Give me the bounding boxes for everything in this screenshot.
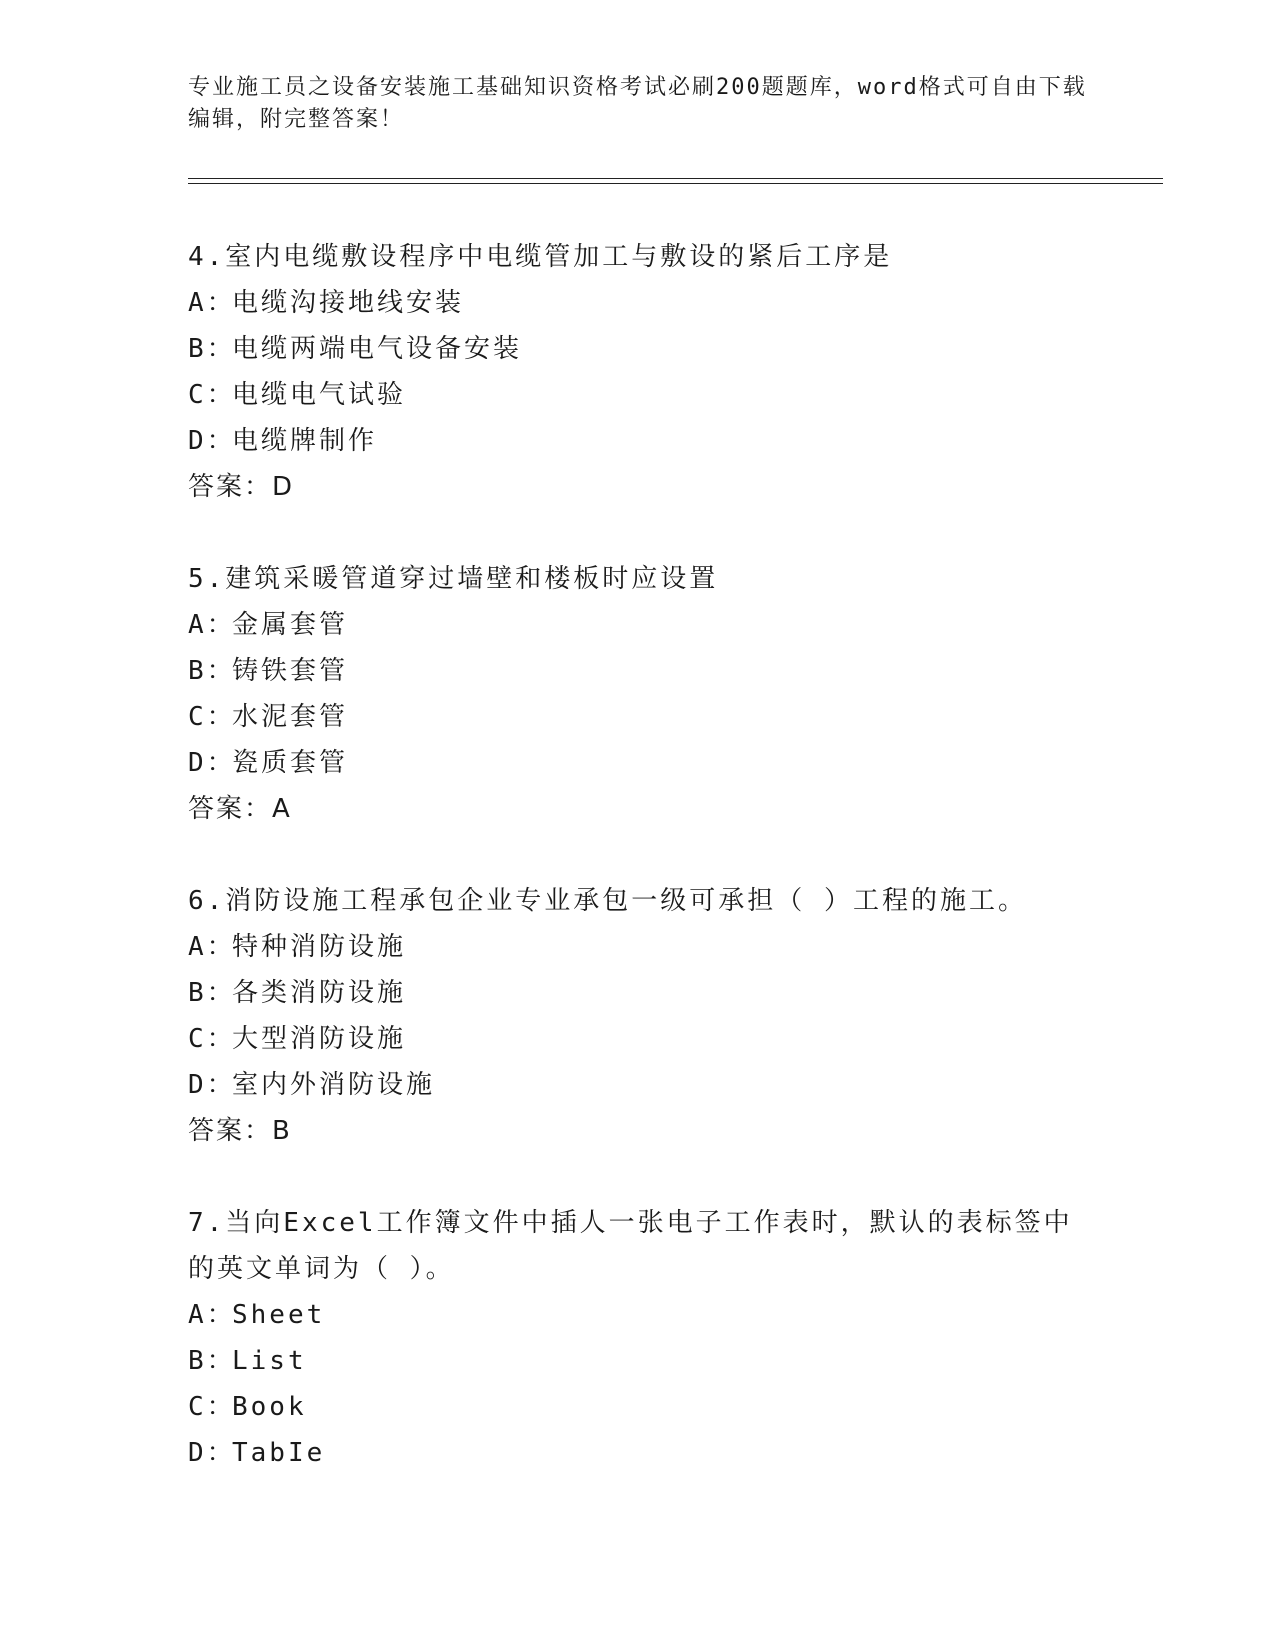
- option-text: 各类消防设施: [232, 978, 407, 1008]
- question-stem: 4.室内电缆敷设程序中电缆管加工与敷设的紧后工序是: [188, 242, 893, 272]
- option-key: C：: [188, 380, 236, 410]
- option-text: 室内外消防设施: [232, 1070, 436, 1100]
- document-header: 专业施工员之设备安装施工基础知识资格考试必刷200题题库，word格式可自由下载编辑，附完整答案！: [188, 75, 1087, 132]
- option-c: [188, 372, 1088, 418]
- question-7: [188, 1200, 1088, 1476]
- answer-line: 答案：A: [188, 794, 292, 824]
- option-key: C：: [188, 1024, 236, 1054]
- option-text: List: [232, 1346, 307, 1376]
- option-key: B：: [188, 656, 236, 686]
- option-d: [188, 418, 1088, 464]
- option-d: [188, 1062, 1088, 1108]
- answer-line: 答案：B: [188, 1116, 292, 1146]
- question-stem: 7.当向Excel工作簿文件中插人一张电子工作表时，默认的表标签中的英文单词为（ ）。: [188, 1208, 1073, 1284]
- option-key: A：: [188, 610, 236, 640]
- option-key: D：: [188, 426, 236, 456]
- option-a: [188, 924, 1088, 970]
- option-c: [188, 694, 1088, 740]
- header-divider-bottom: [188, 183, 1163, 184]
- option-key: C：: [188, 1392, 236, 1422]
- option-key: B：: [188, 978, 236, 1008]
- option-text: 电缆沟接地线安装: [232, 288, 465, 318]
- option-text: 瓷质套管: [232, 748, 349, 778]
- option-key: D：: [188, 1070, 236, 1100]
- option-c: [188, 1384, 1088, 1430]
- option-d: [188, 740, 1088, 786]
- option-key: A：: [188, 932, 236, 962]
- option-text: 水泥套管: [232, 702, 349, 732]
- option-key: B：: [188, 334, 236, 364]
- option-b: [188, 326, 1088, 372]
- option-a: [188, 1292, 1088, 1338]
- option-text: 电缆电气试验: [232, 380, 407, 410]
- option-text: 电缆两端电气设备安装: [232, 334, 523, 364]
- option-c: [188, 1016, 1088, 1062]
- option-key: D：: [188, 1438, 236, 1468]
- option-text: TabIe: [232, 1438, 326, 1468]
- option-b: [188, 970, 1088, 1016]
- option-b: [188, 648, 1088, 694]
- question-stem: 6.消防设施工程承包企业专业承包一级可承担（ ）工程的施工。: [188, 886, 1027, 916]
- question-stem: 5.建筑采暖管道穿过墙壁和楼板时应设置: [188, 564, 719, 594]
- option-key: C：: [188, 702, 236, 732]
- header-divider-top: [188, 178, 1163, 179]
- option-key: A：: [188, 1300, 236, 1330]
- option-text: Book: [232, 1392, 307, 1422]
- option-a: [188, 280, 1088, 326]
- option-text: 特种消防设施: [232, 932, 407, 962]
- answer-line: 答案：D: [188, 472, 295, 502]
- question-6: [188, 878, 1088, 1154]
- option-text: 大型消防设施: [232, 1024, 407, 1054]
- option-text: 金属套管: [232, 610, 349, 640]
- option-d: [188, 1430, 1088, 1476]
- option-text: 电缆牌制作: [232, 426, 378, 456]
- option-a: [188, 602, 1088, 648]
- option-key: A：: [188, 288, 236, 318]
- question-5: [188, 556, 1088, 832]
- option-key: D：: [188, 748, 236, 778]
- option-text: 铸铁套管: [232, 656, 349, 686]
- option-key: B：: [188, 1346, 236, 1376]
- question-4: [188, 234, 1088, 510]
- option-b: [188, 1338, 1088, 1384]
- option-text: Sheet: [232, 1300, 326, 1330]
